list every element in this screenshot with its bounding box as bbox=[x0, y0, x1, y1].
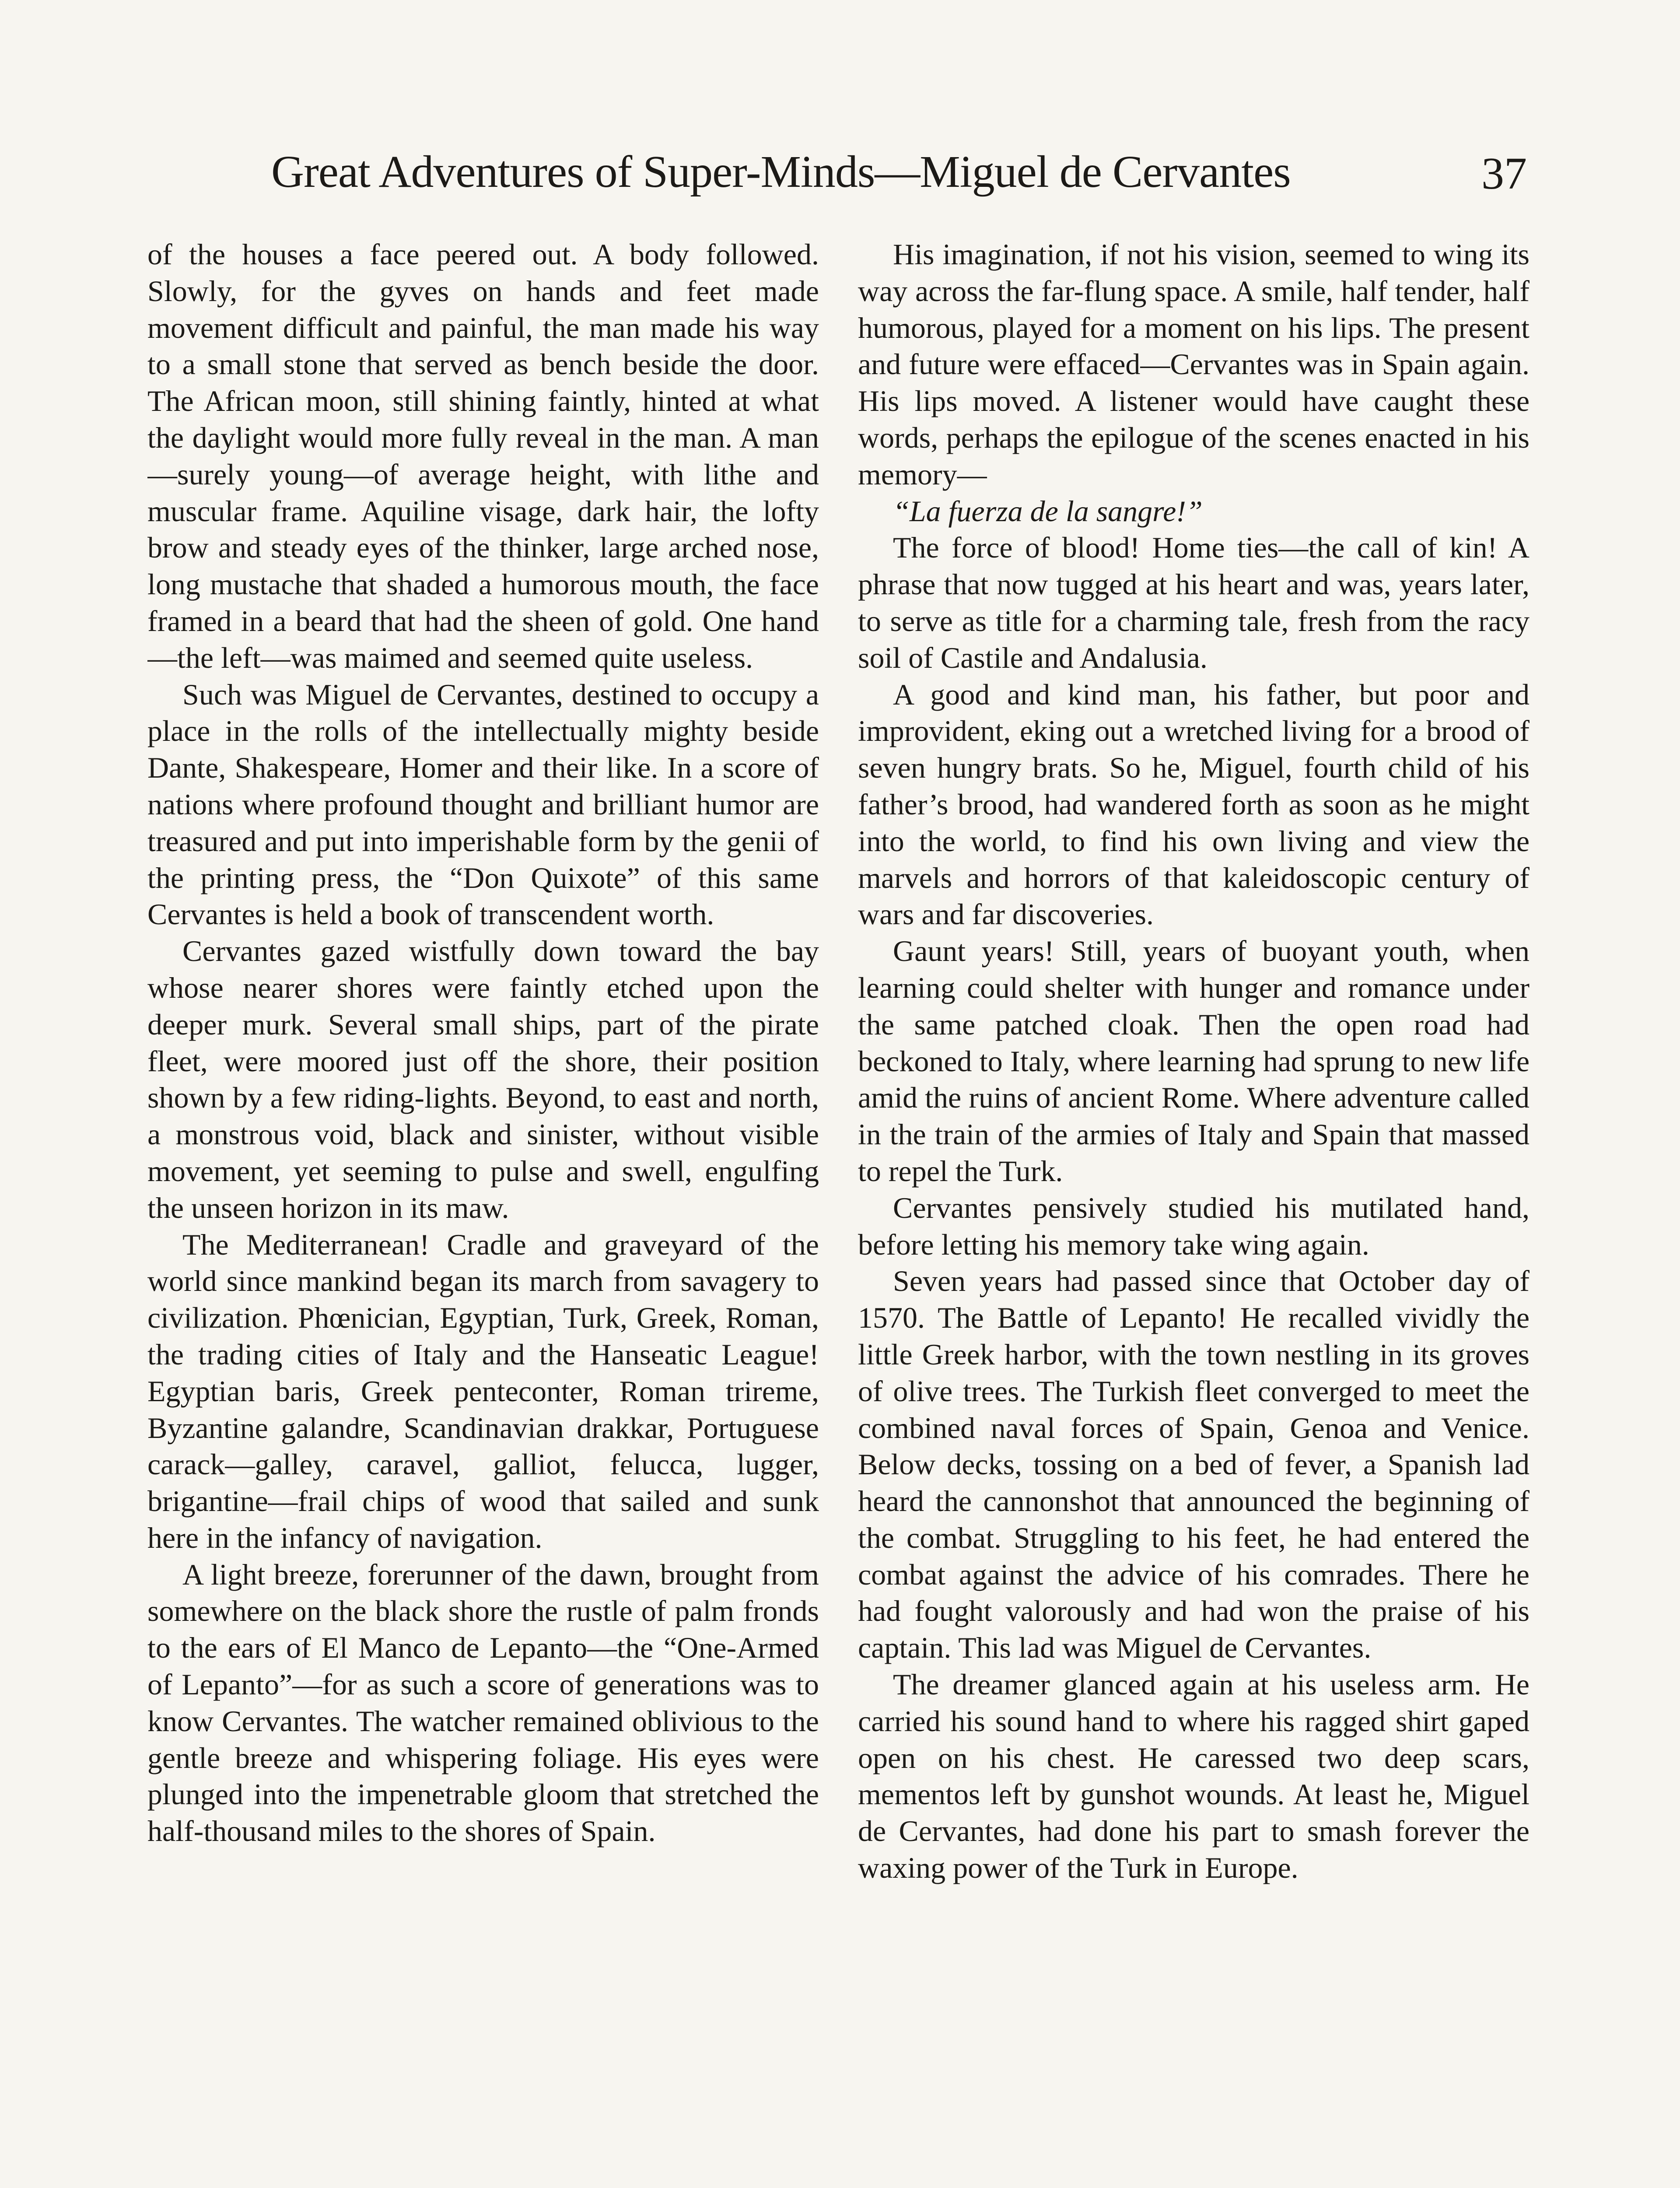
paragraph: A good and kind man, his father, but poor and improvident, eking out a wretched living for a brood of seven hungry brats. So he, Miguel, fourth child of his father’s brood, had wandered forth as soon as he might into the world, to find his own living and view the marvels and horrors of that kaleidoscopic century of wars and far discoveries. bbox=[858, 677, 1530, 931]
paragraph: Gaunt years! Still, years of buoyant youth, when learning could shelter with hunger and romance under the same patched cloak. Then the open road had beckoned to Italy, where learning had sprung to new life amid the ruins of ancient Rome. Where adventure called in the train of the armies of Italy and Spain that massed to repel the Turk. bbox=[858, 934, 1530, 1188]
paragraph: The dreamer glanced again at his useless arm. He carried his sound hand to where his ragged shirt gaped open on his chest. He caressed two deep scars, mementos left by gunshot wounds. At least he, Miguel de Cervantes, had done his part to smash forever the waxing power of the Turk in Europe. bbox=[858, 1668, 1530, 1885]
paragraph: Cervantes pensively studied his mutilated hand, before letting his memory take wing again. bbox=[858, 1191, 1530, 1261]
spanish-quote: “La fuerza de la sangre!” bbox=[893, 494, 1203, 528]
paragraph: His imagination, if not his vision, seemed to wing its way across the far-flung space. A smile, half tender, half humorous, played for a moment on his lips. The present and future were effaced—Cervantes was in Spain again. His lips moved. A listener would have caught these words, perhaps the epilogue of the scenes enacted in his memory— bbox=[858, 238, 1530, 491]
running-title: Great Adventures of Super-Minds—Miguel de Cervantes bbox=[271, 147, 1291, 197]
paragraph: Such was Miguel de Cervantes, destined to occupy a place in the rolls of the intellectually mighty beside Dante, Shakespeare, Homer and their like. In a score of nations where profound thought and brilliant humor are treasured and put into imperishable form by the genii of the printing press, the “Don Quixote” of this same Cervantes is held a book of transcendent worth. bbox=[147, 677, 819, 931]
left-column bbox=[147, 236, 819, 2188]
paragraph: The force of blood! Home ties—the call of kin! A phrase that now tugged at his heart and was, years later, to serve as title for a charming tale, fresh from the racy soil of Castile and Andalusia. bbox=[858, 531, 1530, 674]
paragraph: Seven years had passed since that October day of 1570. The Battle of Lepanto! He recalled vividly the little Greek harbor, with the town nestling in its groves of olive trees. The Turkish fleet converged to meet the combined naval forces of Spain, Genoa and Venice. Below decks, tossing on a bed of fever, a Spanish lad heard the cannonshot that announced the beginning of the combat. Struggling to his feet, he had entered the combat against the advice of his comrades. There he had fought valorously and had won the praise of his captain. This lad was Miguel de Cervantes. bbox=[858, 1264, 1530, 1665]
right-column bbox=[858, 236, 1530, 2188]
paragraph: Cervantes gazed wistfully down toward the bay whose nearer shores were faintly etched upon the deeper murk. Several small ships, part of the pirate fleet, were moored just off the shore, their position shown by a few riding-lights. Beyond, to east and north, a monstrous void, black and sinister, without visible movement, yet seeming to pulse and swell, engulfing the unseen horizon in its maw. bbox=[147, 934, 819, 1224]
page-number: 37 bbox=[1481, 148, 1527, 199]
paragraph: The Mediterranean! Cradle and graveyard of the world since mankind began its march from savagery to civilization. Phœnician, Egyptian, Turk, Greek, Roman, the trading cities of Italy and the Hanseatic League! Egyptian baris, Greek penteconter, Roman trireme, Byzantine galandre, Scandinavian drakkar, Portuguese carack—galley, caravel, galliot, felucca, lugger, brigantine—frail chips of wood that sailed and sunk here in the infancy of navigation. bbox=[147, 1227, 819, 1554]
paragraph: of the houses a face peered out. A body followed. Slowly, for the gyves on hands and feet made movement difficult and painful, the man made his way to a small stone that served as bench beside the door. The African moon, still shining faintly, hinted at what the daylight would more fully reveal in the man. A man—surely young—of average height, with lithe and muscular frame. Aquiline visage, dark hair, the lofty brow and steady eyes of the thinker, large arched nose, long mustache that shaded a humorous mouth, the face framed in a beard that had the sheen of gold. One hand—the left—was maimed and seemed quite useless. bbox=[147, 238, 819, 674]
running-header bbox=[271, 139, 1527, 205]
paragraph: A light breeze, forerunner of the dawn, brought from somewhere on the black shore the rustle of palm fronds to the ears of El Manco de Lepanto—the “One-Armed of Lepanto”—for as such a score of generations was to know Cervantes. The watcher remained oblivious to the gentle breeze and whispering foliage. His eyes were plunged into the impenetrable gloom that stretched the half-thousand miles to the shores of Spain. bbox=[147, 1557, 819, 1848]
